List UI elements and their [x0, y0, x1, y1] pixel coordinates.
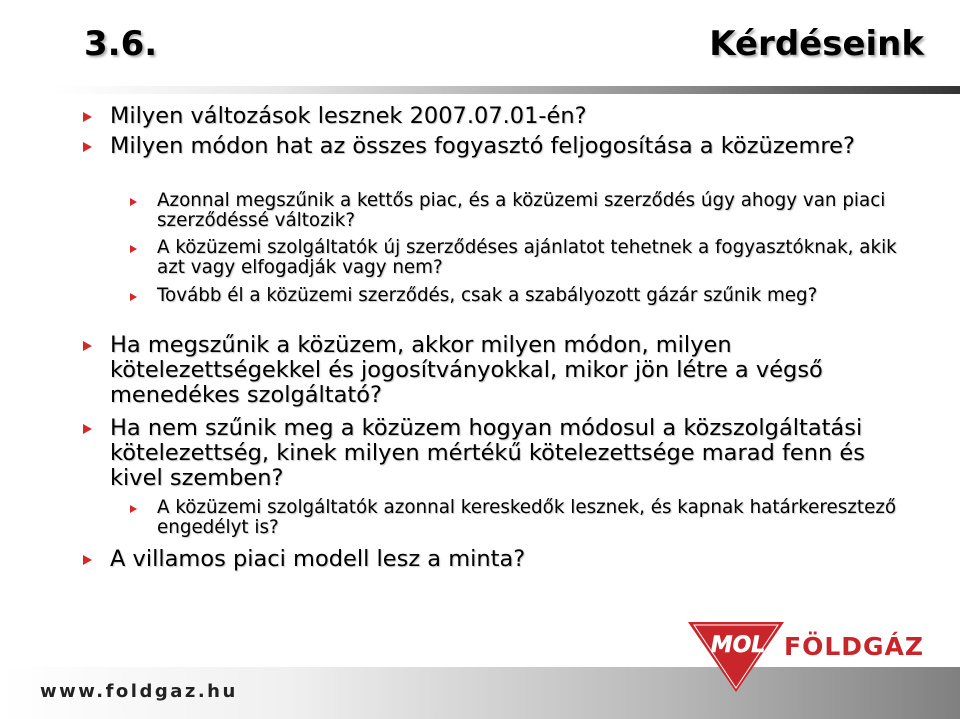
slide-number: 3.6. [84, 24, 158, 64]
sub-bullet-item: A közüzemi szolgáltatók azonnal kereskedők lesznek, és kapnak határkeresztező engedélyt is? [157, 497, 897, 538]
logo-text: FÖLDGÁZ [784, 632, 925, 661]
bullet-marker-icon [83, 424, 92, 434]
bullet-item: Milyen módon hat az összes fogyasztó feljogosítása a közüzemre? [110, 133, 855, 159]
logo-mark: MOL [710, 633, 766, 658]
sub-bullet-item: Tovább él a közüzemi szerződés, csak a szabályozott gázár szűnik meg? [157, 285, 818, 306]
bullet-marker-icon [130, 198, 137, 206]
bullet-marker-icon [83, 555, 92, 565]
bullet-marker-icon [83, 112, 92, 122]
title-divider [54, 86, 960, 94]
bullet-marker-icon [83, 142, 92, 152]
slide-title: Kérdéseink [709, 24, 924, 64]
bullet-item: A villamos piaci modell lesz a minta? [110, 546, 526, 572]
bullet-item: Milyen változások lesznek 2007.07.01-én? [110, 103, 587, 129]
bullet-item: Ha megszűnik a közüzem, akkor milyen módon, milyen kötelezettségekkel és jogosítványokkal, mikor jön létre a végső menedékes szolgáltató? [110, 332, 823, 408]
bullet-item: Ha nem szűnik meg a közüzem hogyan módosul a közszolgáltatási kötelezettség, kinek milyen mértékű kötelezettsége marad fenn és kivel szemben? [110, 415, 865, 491]
bullet-marker-icon [130, 505, 137, 513]
bullet-marker-icon [130, 293, 137, 301]
mol-logo-icon [686, 612, 786, 694]
bullet-marker-icon [83, 341, 92, 351]
sub-bullet-item: A közüzemi szolgáltatók új szerződéses ajánlatot tehetnek a fogyasztóknak, akik azt vagy elfogadják vagy nem? [157, 237, 897, 278]
bullet-marker-icon [130, 245, 137, 253]
sub-bullet-item: Azonnal megszűnik a kettős piac, és a közüzemi szerződés úgy ahogy van piaci szerződéssé változik? [157, 190, 886, 231]
footer-url: www.foldgaz.hu [40, 681, 238, 702]
